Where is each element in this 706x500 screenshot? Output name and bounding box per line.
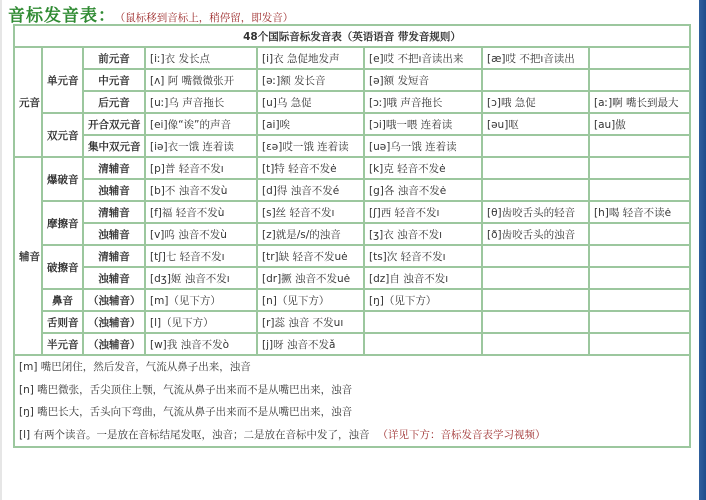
phoneme-cell[interactable]: [iə]衣一饿 连着读: [145, 135, 257, 157]
title-row: [14, 25, 690, 47]
phoneme-cell: [482, 135, 589, 157]
row-label: 集中双元音: [83, 135, 145, 157]
phoneme-cell[interactable]: [æ]哎 不把ı音读出: [482, 47, 589, 69]
phoneme-cell: [589, 179, 690, 201]
affricates-label: 破擦音: [42, 245, 83, 289]
phoneme-cell[interactable]: [n]（见下方）: [257, 289, 364, 311]
phoneme-cell[interactable]: [ɛə]哎一饿 连着读: [257, 135, 364, 157]
phoneme-cell[interactable]: [dr]撅 浊音不发uė: [257, 267, 364, 289]
phoneme-cell: [589, 157, 690, 179]
consonants-label: 辅音: [14, 157, 42, 355]
phoneme-cell[interactable]: [dʒ]姬 浊音不发ı: [145, 267, 257, 289]
phoneme-cell[interactable]: [p]普 轻音不发ı: [145, 157, 257, 179]
note-m: [m] 嘴巴闭住，然后发音，气流从鼻子出来，浊音: [19, 361, 251, 373]
note-l: [19, 424, 685, 447]
table-row: [14, 113, 690, 135]
table-row: [14, 179, 690, 201]
table-row: [14, 267, 690, 289]
phoneme-cell[interactable]: [t]特 轻音不发ė: [257, 157, 364, 179]
note-l-text: [l] 有两个读音。一是放在音标结尾发呕，浊音；二是放在音标中发了，浊音: [19, 428, 370, 441]
row-label: 清辅音: [83, 245, 145, 267]
phoneme-cell[interactable]: [l]（见下方）: [145, 311, 257, 333]
phoneme-cell: [589, 333, 690, 355]
phoneme-cell[interactable]: [ʒ]衣 浊音不发ı: [364, 223, 482, 245]
table-row: [14, 91, 690, 113]
phoneme-cell[interactable]: [tr]缺 轻音不发uė: [257, 245, 364, 267]
notes-row: [14, 355, 690, 447]
row-label: 中元音: [83, 69, 145, 91]
phoneme-cell: [482, 179, 589, 201]
video-link[interactable]: （详见下方：音标发音表学习视频）: [377, 428, 546, 441]
phoneme-cell: [589, 311, 690, 333]
phoneme-cell[interactable]: [ai]唉: [257, 113, 364, 135]
phoneme-cell[interactable]: [z]就是/s/的浊音: [257, 223, 364, 245]
row-label: 浊辅音: [83, 267, 145, 289]
phoneme-cell: [589, 267, 690, 289]
table-row: [14, 69, 690, 91]
phoneme-cell[interactable]: [d]得 浊音不发é: [257, 179, 364, 201]
note-n: [n] 嘴巴微张，舌尖顶住上颚，气流从鼻子出来而不是从嘴巴出来，浊音: [19, 383, 353, 396]
phoneme-cell[interactable]: [m]（见下方）: [145, 289, 257, 311]
phoneme-cell[interactable]: [ei]像“诶”的声音: [145, 113, 257, 135]
phoneme-cell: [364, 311, 482, 333]
phoneme-cell[interactable]: [i]衣 急促地发声: [257, 47, 364, 69]
phoneme-cell: [482, 157, 589, 179]
phoneme-cell[interactable]: [j]呀 浊音不发ǎ: [257, 333, 364, 355]
phoneme-cell: [482, 69, 589, 91]
phoneme-cell[interactable]: [au]傲: [589, 113, 690, 135]
phoneme-cell[interactable]: [ɔː]哦 声音拖长: [364, 91, 482, 113]
page-header: [8, 1, 294, 26]
phoneme-cell[interactable]: [ts]次 轻音不发ı: [364, 245, 482, 267]
phoneme-cell[interactable]: [ŋ]（见下方）: [364, 289, 482, 311]
notes-cell: [14, 355, 690, 447]
fricatives-label: 摩擦音: [42, 201, 83, 245]
phoneme-cell[interactable]: [ð]齿咬舌头的浊音: [482, 223, 589, 245]
phoneme-cell: [482, 267, 589, 289]
row-label: 清辅音: [83, 157, 145, 179]
phoneme-cell[interactable]: [u]乌 急促: [257, 91, 364, 113]
nasals-label: 鼻音: [42, 289, 83, 311]
table-row: [14, 135, 690, 157]
diphthongs-label: 双元音: [42, 113, 83, 157]
phoneme-cell: [482, 289, 589, 311]
page-left-edge: [0, 0, 2, 500]
ipa-chart-table: [13, 24, 691, 448]
row-label: 浊辅音: [83, 179, 145, 201]
row-label: 后元音: [83, 91, 145, 113]
page-title: 音标发音表：: [8, 6, 116, 26]
phoneme-cell: [589, 69, 690, 91]
phoneme-cell[interactable]: [uː]乌 声音拖长: [145, 91, 257, 113]
phoneme-cell[interactable]: [əː]额 发长音: [257, 69, 364, 91]
row-label: 开合双元音: [83, 113, 145, 135]
phoneme-cell: [482, 333, 589, 355]
phoneme-cell[interactable]: [uə]乌一饿 连着读: [364, 135, 482, 157]
monophthongs-label: 单元音: [42, 47, 83, 113]
phoneme-cell[interactable]: [w]我 浊音不发ò: [145, 333, 257, 355]
vowels-label: 元音: [14, 47, 42, 157]
semivowels-label: 半元音: [42, 333, 83, 355]
phoneme-cell[interactable]: [s]丝 轻音不发ı: [257, 201, 364, 223]
phoneme-cell: [589, 223, 690, 245]
note-ng: [ŋ] 嘴巴长大，舌头向下弯曲，气流从鼻子出来而不是从嘴巴出来，浊音: [19, 406, 353, 418]
row-label: 清辅音: [83, 201, 145, 223]
phoneme-cell[interactable]: [aː]啊 嘴长到最大: [589, 91, 690, 113]
row-label: 前元音: [83, 47, 145, 69]
phoneme-cell[interactable]: [əu]呕: [482, 113, 589, 135]
phoneme-cell[interactable]: [θ]齿咬舌头的轻音: [482, 201, 589, 223]
page-hint: （鼠标移到音标上，稍停留，即发音）: [120, 12, 294, 24]
phoneme-cell: [482, 311, 589, 333]
phoneme-cell: [589, 135, 690, 157]
phoneme-cell[interactable]: [dz]自 浊音不发ı: [364, 267, 482, 289]
phoneme-cell: [589, 289, 690, 311]
phoneme-cell[interactable]: [v]呜 浊音不发ù: [145, 223, 257, 245]
laterals-label: 舌则音: [42, 311, 83, 333]
phoneme-cell[interactable]: [g]各 浊音不发ė: [364, 179, 482, 201]
phoneme-cell[interactable]: [h]喝 轻音不读ė: [589, 201, 690, 223]
table-row: [14, 289, 690, 311]
phoneme-cell: [589, 245, 690, 267]
phoneme-cell[interactable]: [ʃ]西 轻音不发ı: [364, 201, 482, 223]
table-row: [14, 223, 690, 245]
row-label: （浊辅音）: [83, 311, 145, 333]
table-row: [14, 333, 690, 355]
row-label: （浊辅音）: [83, 289, 145, 311]
table-row: [14, 47, 690, 69]
phoneme-cell: [364, 333, 482, 355]
table-row: [14, 311, 690, 333]
table-row: [14, 245, 690, 267]
phoneme-cell[interactable]: [ʌ] 阿 嘴微微张开: [145, 69, 257, 91]
phoneme-cell[interactable]: [f]福 轻音不发ù: [145, 201, 257, 223]
phoneme-cell[interactable]: [b]不 浊音不发ù: [145, 179, 257, 201]
phoneme-cell[interactable]: [e]哎 不把ı音读出来: [364, 47, 482, 69]
phoneme-cell: [589, 47, 690, 69]
plosives-label: 爆破音: [42, 157, 83, 201]
window-edge-bar: [697, 0, 706, 500]
phoneme-cell[interactable]: [ɔ]哦 急促: [482, 91, 589, 113]
phoneme-cell: [482, 245, 589, 267]
phoneme-cell[interactable]: [ə]额 发短音: [364, 69, 482, 91]
phoneme-cell[interactable]: [k]克 轻音不发ė: [364, 157, 482, 179]
phoneme-cell[interactable]: [tʃ]七 轻音不发ı: [145, 245, 257, 267]
table-title: 48个国际音标发音表（英语语音 带发音规则）: [14, 25, 690, 47]
phoneme-cell[interactable]: [ɔi]哦一喂 连着读: [364, 113, 482, 135]
phoneme-cell[interactable]: [r]蕊 浊音 不发uı: [257, 311, 364, 333]
table-row: [14, 157, 690, 179]
row-label: 浊辅音: [83, 223, 145, 245]
row-label: （浊辅音）: [83, 333, 145, 355]
table-row: [14, 201, 690, 223]
phoneme-cell[interactable]: [iː]衣 发长点: [145, 47, 257, 69]
